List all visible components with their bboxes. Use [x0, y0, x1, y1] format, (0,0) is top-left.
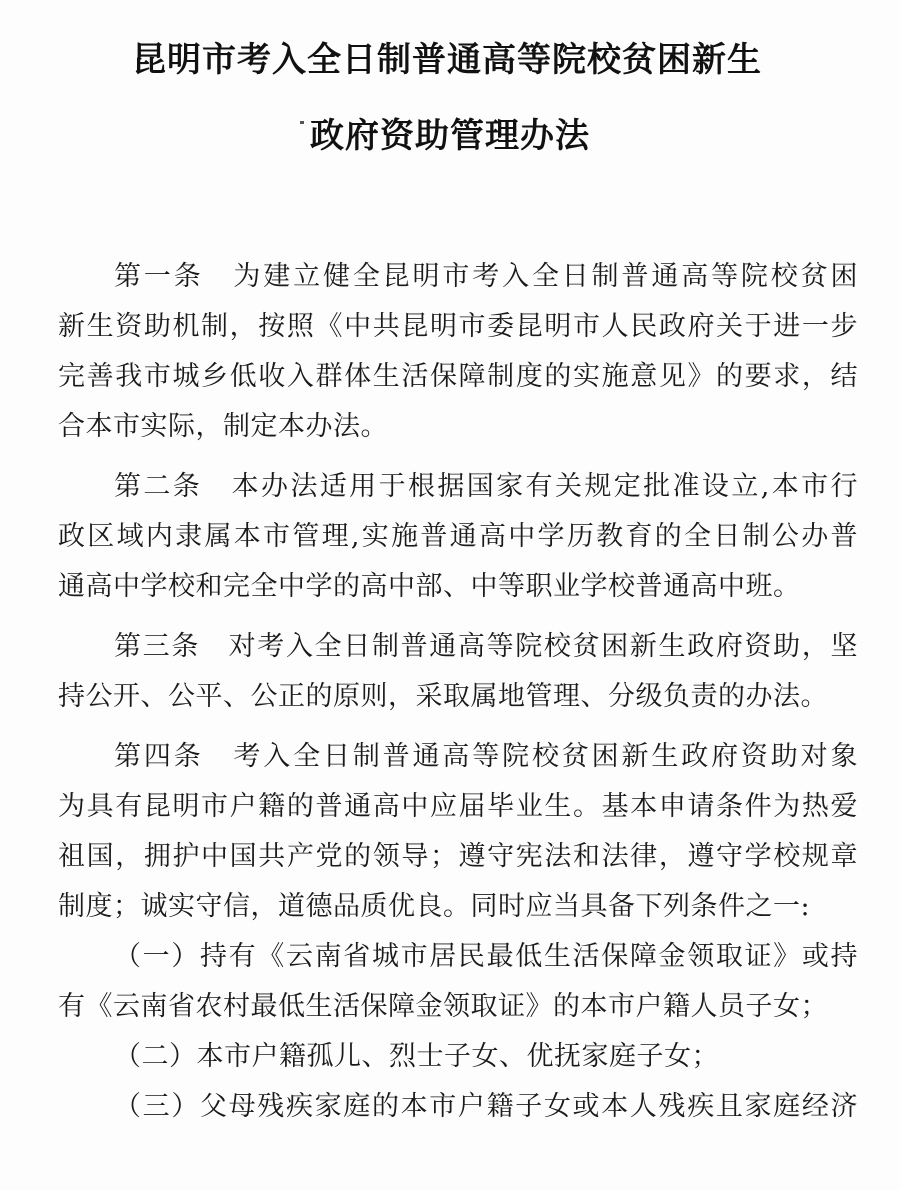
article-2-line-1: 第二条 本办法适用于根据国家有关规定批准设立,本市行: [114, 471, 858, 502]
article-1-line-3: 完善我市城乡低收入群体生活保障制度的实施意见》的要求，结: [58, 361, 858, 392]
item-1-line-1: （一）持有《云南省城市居民最低生活保障金领取证》或持: [114, 941, 858, 972]
article-1-line-4: 合本市实际，制定本办法。: [58, 411, 388, 442]
document-body: [58, 252, 858, 1132]
title-line-1: 昆明市考入全日制普通高等院校贫困新生: [132, 40, 762, 80]
item-2-line-1: （二）本市户籍孤儿、烈士子女、优抚家庭子女；: [114, 1041, 719, 1072]
item-3-line-1: （三）父母残疾家庭的本市户籍子女或本人残疾且家庭经济: [114, 1091, 858, 1122]
article-1-line-1: 第一条 为建立健全昆明市考入全日制普通高等院校贫困: [114, 261, 858, 292]
scan-speck: [300, 121, 304, 124]
article-3-line-1: 第三条 对考入全日制普通高等院校贫困新生政府资助，坚: [114, 631, 858, 662]
document-title: [0, 40, 900, 156]
article-4-line-2: 为具有昆明市户籍的普通高中应届毕业生。基本申请条件为热爱: [58, 791, 858, 822]
article-2-line-2: 政区域内隶属本市管理,实施普通高中学历教育的全日制公办普: [58, 521, 858, 552]
article-4-line-3: 祖国，拥护中国共产党的领导；遵守宪法和法律，遵守学校规章: [58, 841, 858, 872]
article-1-line-2: 新生资助机制，按照《中共昆明市委昆明市人民政府关于进一步: [58, 311, 858, 342]
article-2-line-3: 通高中学校和完全中学的高中部、中等职业学校普通高中班。: [58, 571, 801, 602]
article-4-line-1: 第四条 考入全日制普通高等院校贫困新生政府资助对象: [114, 741, 858, 772]
article-3-line-2: 持公开、公平、公正的原则，采取属地管理、分级负责的办法。: [58, 681, 828, 712]
title-line-2: 政府资助管理办法: [310, 116, 590, 156]
article-4-line-4: 制度；诚实守信，道德品质优良。同时应当具备下列条件之一:: [58, 891, 811, 922]
item-1-line-2: 有《云南省农村最低生活保障金领取证》的本市户籍人员子女；: [58, 991, 828, 1022]
